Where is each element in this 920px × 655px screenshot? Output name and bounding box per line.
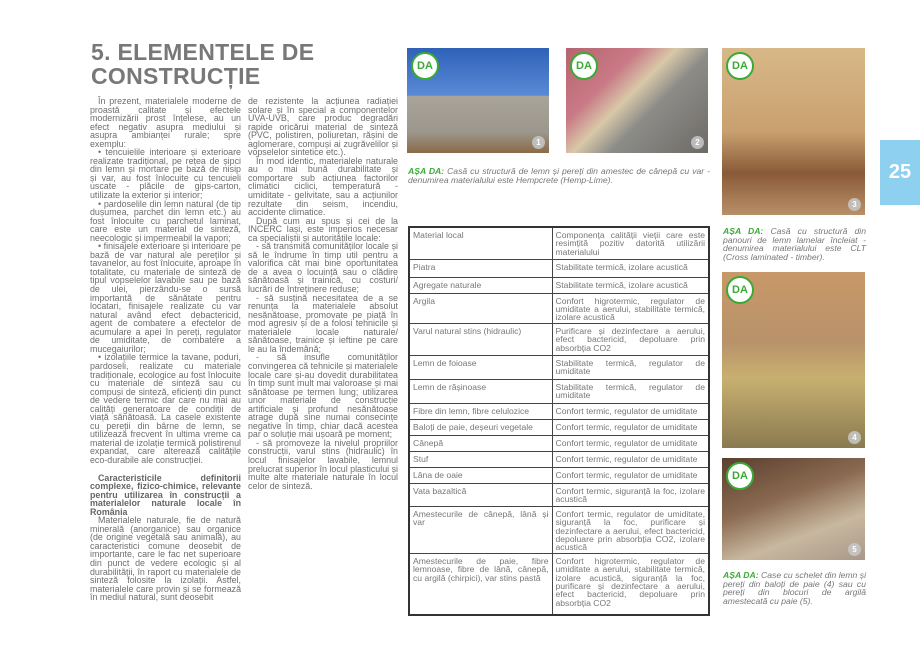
material-cell: Lemn de foioase <box>409 355 552 379</box>
paragraph: În prezent, materialele moderne de proastă calitate și efectele modernizării prost înțelese, au un efect negativ asupra mediului și asupra ambianței rurale; spre exemplu: <box>90 96 241 149</box>
table-row <box>409 506 709 553</box>
caption-text: Casă cu structură din panouri de lemn lamelar încleiat - denumirea materialului este CLT (Cross laminated - timber). <box>723 226 866 262</box>
material-cell: Varul natural stins (hidraulic) <box>409 323 552 355</box>
benefit-cell: Stabilitate termică, regulator de umiditate <box>552 379 709 403</box>
paragraph: de rezistente la acțiunea radiației solare și în special a componentelor UVA-UVB, care produc degradări rapide oricărui material de sinteză (PVC, polistiren, poliuretan, rășini de aglomerare, compuși ai zugrăvelilor și vopselelor sintetice etc.). <box>248 96 398 158</box>
benefit-cell: Confort higrotermic, regulator de umiditate a aerului, stabilitate termică, izolare acustică, siguranță la foc, purificare și dezinfectare a aerului, efect bactericid, depoluare prin absorbția CO2 <box>552 553 709 615</box>
material-cell: Amestecurile de paie, fibre lemnoase, fibre de lână, cânepă, cu argilă (chirpici), var stins pastă <box>409 553 552 615</box>
benefit-cell: Confort termic, siguranță la foc, izolare acustică <box>552 483 709 506</box>
caption-label: AȘA DA: <box>723 570 759 580</box>
caption-text: Case cu schelet din lemn și pereți din baloți de paie (4) sau cu pereți din blocuri de argilă amestecată cu paie (5). <box>723 570 866 606</box>
materials-table <box>408 226 710 616</box>
benefit-cell: Stabilitate termică, izolare acustică <box>552 277 709 293</box>
material-cell: Stuf <box>409 451 552 467</box>
table-row <box>409 467 709 483</box>
caption-photos-4-5 <box>723 571 866 605</box>
caption-label: AȘA DA: <box>408 166 445 176</box>
photo-number: 2 <box>691 136 704 149</box>
photo-number: 1 <box>532 136 545 149</box>
photo-straw-bale <box>722 272 865 448</box>
paragraph: După cum au spus și cei de la INCERC Iași, este imperios necesar ca specialiștii și autoritățile locale: <box>248 215 398 243</box>
table-header-row <box>409 227 709 259</box>
da-badge: DA <box>726 462 754 490</box>
material-cell: Lemn de rășinoase <box>409 379 552 403</box>
table-row <box>409 379 709 403</box>
paragraph: În mod identic, materialele naturale au o mai bună durabilitate și comportare sub acțiunea factorilor climatici ciclici, temperatură - umiditate - gelivitate, sau a acțiunilor rezultate din seism, incendiu, accidente climatice. <box>248 155 398 218</box>
da-badge: DA <box>570 52 598 80</box>
benefit-cell: Confort termic, regulator de umiditate, siguranță la foc, purificare și dezinfectare a aerului, efect bactericid, depoluare prin absorbția CO2, izolare acustică <box>552 506 709 553</box>
caption-photo-3 <box>723 227 866 261</box>
paragraph: - să promoveze la nivelul propriilor construcții, varul stins (hidraulic) în locul finisajelor lavabile, lemnul prelucrat superior în locul plasticului și multe alte materiale naturale în locul celor de sinteză. <box>248 437 398 491</box>
section-heading: Caracteristicile definitorii complexe, fizico-chimice, relevante pentru utilizarea în construcții a materialelor naturale locale în România <box>90 472 241 517</box>
photo-hemp-lime-wall <box>566 48 708 153</box>
photo-hempcrete-house <box>407 48 549 153</box>
table-row <box>409 451 709 467</box>
paragraph: • izolațiile termice la tavane, poduri, pardoseli, realizate cu materiale tradiționale, ecologice au fost înlocuite cu materiale de sinteză sau cu compuși de sinteză, eficienți din punct de vedere termic dar care nu mai au calități generatoare de condiții de viață sănătoasă. La casele existente cu pereții din bârne de lemn, se utilizează frecvent în ultima vreme ca material de izolație termică polistirenul expandat, care alterează calitățile eco-durabile ale construcției. <box>90 352 241 465</box>
table-row <box>409 355 709 379</box>
table-row <box>409 403 709 419</box>
photo-number: 5 <box>848 543 861 556</box>
paragraph: • pardoselile din lemn natural (de tip dușumea, parchet din lemn etc.) au fost înlocuite cu parchetul laminat, care este un material de sinteză, neecologic și impermeabil la vapori; <box>90 198 241 243</box>
caption-photos-1-2 <box>408 167 710 184</box>
material-cell: Fibre din lemn, fibre celulozice <box>409 403 552 419</box>
material-cell: Cânepă <box>409 435 552 451</box>
paragraph: Materialele naturale, fie de natură minerală (anorganice) sau organice (de origine vegetală sau animală), au caracteristici comune deosebit de importante, care le fac net superioare din punct de vedere ecologic și al durabilității, în raport cu materialele de sinteză folosite la izolații. Astfel, materialele care provin și se formează în mediul natural, sunt deosebit <box>90 515 241 603</box>
benefit-cell: Confort termic, regulator de umiditate <box>552 451 709 467</box>
material-cell: Baloți de paie, deșeuri vegetale <box>409 419 552 435</box>
table-row <box>409 435 709 451</box>
material-cell: Lâna de oaie <box>409 467 552 483</box>
benefit-cell: Confort higrotermic, regulator de umiditate a aerului, stabilitate termică, izolare acustică <box>552 293 709 323</box>
table-row <box>409 323 709 355</box>
title-line-1: 5. ELEMENTELE DE <box>91 39 315 65</box>
benefit-cell: Confort termic, regulator de umiditate <box>552 403 709 419</box>
table-row <box>409 293 709 323</box>
table-row <box>409 419 709 435</box>
material-cell: Amestecurile de cânepă, lână și var <box>409 506 552 553</box>
paragraph: - să susțină necesitatea de a se renunța la materialele absolut nesănătoase, promovate pe piață în mod agresiv și de a folosi tehnicile și materialele locale naturale/ sănătoase, trainice și ieftine pe care le au la îndemână; <box>248 292 398 354</box>
benefit-cell: Confort termic, regulator de umiditate <box>552 419 709 435</box>
paragraph: • finisajele exterioare și interioare pe bază de var natural ale pereților și tavanelor, au fost înlocuite, aproape în totalitate, cu materiale de sinteză de tipul vopselelor lavabile sau pe bază de ulei, pierzându-se o sursă importantă de sănătate pentru locatari, finisajele realizate cu var natural având efect debactericid, agent de combatere a efectelor de acumulare a apei în pereți, regulator de umiditate, de combatere a mucegaiurilor; <box>90 241 241 354</box>
title-line-2: CONSTRUCȚIE <box>91 63 261 89</box>
table-row <box>409 277 709 293</box>
da-badge: DA <box>726 276 754 304</box>
page-number: 25 <box>880 140 920 205</box>
material-cell: Argila <box>409 293 552 323</box>
benefit-cell: Componența calității vieții care este resimțită pozitiv datorită utilizării materialului <box>552 227 709 259</box>
material-cell: Material local <box>409 227 552 259</box>
caption-label: AȘA DA: <box>723 226 764 236</box>
benefit-cell: Purificare și dezinfectare a aerului, efect bactericid, depoluare prin absorbția CO2 <box>552 323 709 355</box>
benefit-cell: Stabilitate termică, izolare acustică <box>552 259 709 277</box>
benefit-cell: Confort termic, regulator de umiditate <box>552 435 709 451</box>
page-title <box>91 40 314 88</box>
paragraph: - să transmită comunităților locale și să le îndrume în timp util pentru a valorifica cât mai bine oportunitatea de a avea o locuință sau o clădire sănătoasă și trainică, cu costuri/ lucrări de întreținere reduse; <box>248 241 398 295</box>
photo-clay-blocks <box>722 458 865 560</box>
da-badge: DA <box>411 52 439 80</box>
material-cell: Vata bazaltică <box>409 483 552 506</box>
photo-number: 4 <box>848 431 861 444</box>
benefit-cell: Stabilitate termică, regulator de umiditate <box>552 355 709 379</box>
text-column-1 <box>90 97 241 602</box>
caption-text: Casă cu structură de lemn și pereți din amestec de cânepă cu var - denumirea materialului este Hempcrete (Hemp-Lime). <box>408 166 710 185</box>
da-badge: DA <box>726 52 754 80</box>
table-row <box>409 553 709 615</box>
photo-clt-interior <box>722 48 865 215</box>
text-column-2 <box>248 97 398 490</box>
paragraph: • tencuielile interioare și exterioare realizate tradițional, pe rețea de șipci din lemn și mortare pe bază de nisip și var, au fost înlocuite cu tencuieli uscate - plăcile de gips-carton, utilizate la exterior și interior; <box>90 147 241 201</box>
benefit-cell: Confort termic, regulator de umiditate <box>552 467 709 483</box>
table-row <box>409 483 709 506</box>
paragraph: - să insufle comunităților convingerea că tehnicile și materialele locale care și-au dovedit durabilitatea în timp sunt mult mai valoroase și mai sănătoase pe termen lung; utilizarea unor materiale de construcție artificiale și profund nesănătoase atrage după sine numai consecințe negative în timp, chiar dacă acestea par o soluție mai ușoară pe moment; <box>248 352 398 440</box>
photo-number: 3 <box>848 198 861 211</box>
material-cell: Piatra <box>409 259 552 277</box>
material-cell: Agregate naturale <box>409 277 552 293</box>
table-row <box>409 259 709 277</box>
